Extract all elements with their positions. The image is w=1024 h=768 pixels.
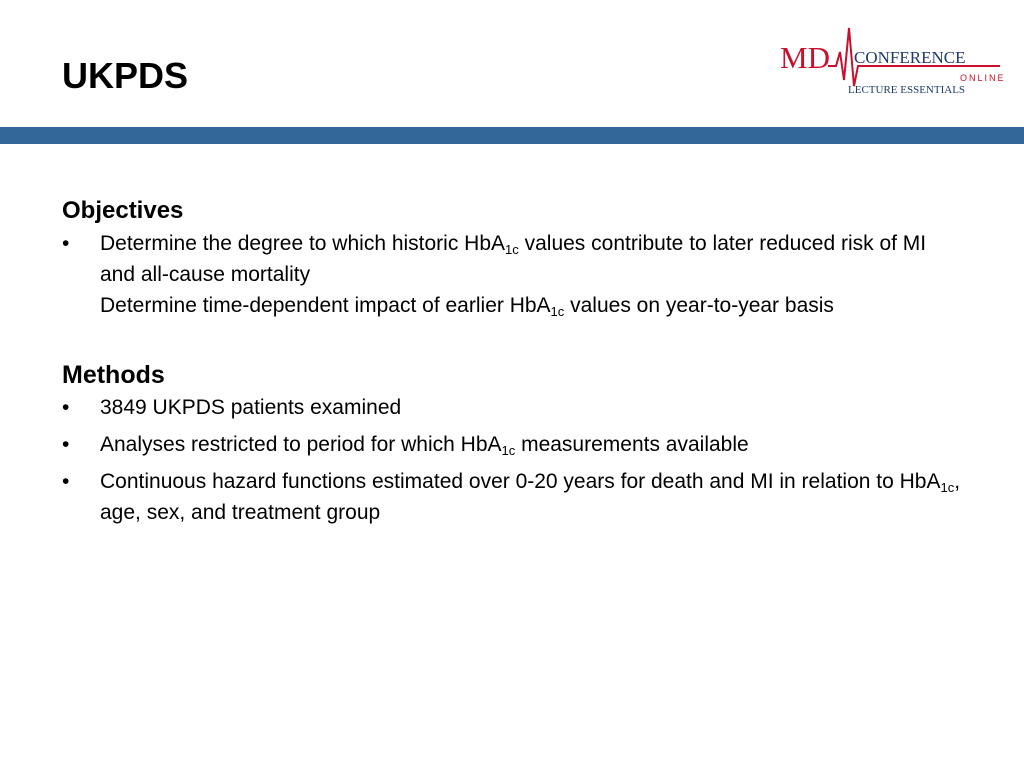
- method-text: , age, sex, and treatment group: [100, 470, 961, 524]
- objectives-heading: Objectives: [62, 197, 184, 224]
- methods-heading: Methods: [62, 361, 165, 389]
- md-conference-logo: [778, 22, 1006, 102]
- objective-text: values contribute to later reduced risk of MI and all-cause mortality: [100, 232, 927, 286]
- objective-text: values on year-to-year basis: [564, 294, 834, 317]
- objective-text: Determine the degree to which historic HbA: [100, 232, 506, 255]
- methods-list: [62, 392, 962, 528]
- slide-content: [62, 194, 962, 534]
- method-text: Continuous hazard functions estimated over 0-20 years for death and MI in relation to HbA: [100, 470, 941, 493]
- subscript: 1c: [940, 480, 955, 495]
- subscript: 1c: [550, 304, 565, 319]
- list-item: [62, 392, 962, 423]
- bullet-icon: •: [62, 396, 70, 419]
- logo-lecture-text: LECTURE ESSENTIALS: [848, 84, 966, 96]
- subscript: 1c: [501, 443, 516, 458]
- logo-online-text: ONLINE: [960, 73, 1006, 83]
- bullet-icon: •: [62, 433, 70, 456]
- objectives-list: [62, 228, 962, 321]
- list-item: [62, 466, 962, 528]
- header-divider: [0, 127, 1024, 144]
- method-text: 3849 UKPDS patients examined: [100, 396, 402, 419]
- bullet-icon: •: [62, 232, 70, 255]
- bullet-icon: •: [62, 470, 70, 493]
- list-item: [62, 228, 962, 321]
- method-text: Analyses restricted to period for which HbA: [100, 433, 502, 456]
- objective-text: Determine time-dependent impact of earlier HbA: [100, 294, 551, 317]
- logo-conference-text: CONFERENCE: [854, 48, 966, 67]
- method-text: measurements available: [515, 433, 749, 456]
- subscript: 1c: [505, 242, 519, 257]
- list-item: [62, 429, 962, 460]
- logo-md-text: MD: [780, 40, 830, 75]
- slide-title: UKPDS: [62, 55, 189, 96]
